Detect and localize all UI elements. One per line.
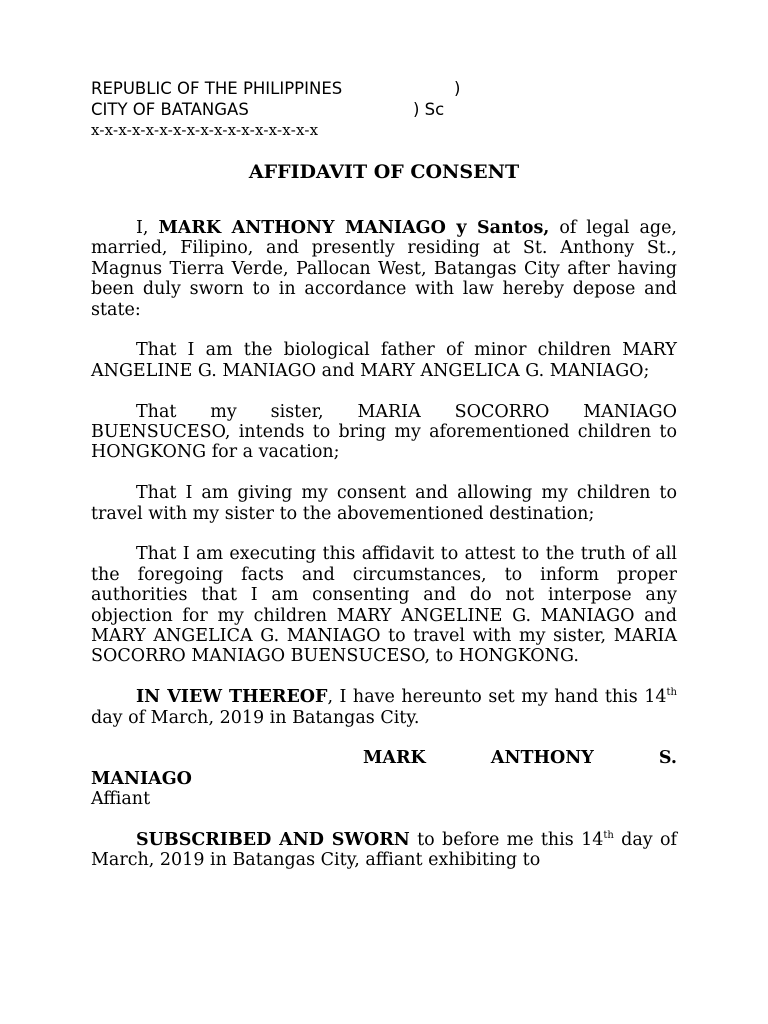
venue-separator: x-x-x-x-x-x-x-x-x-x-x-x-x-x-x-x-x: [91, 121, 319, 139]
signature-role: Affiant: [91, 789, 151, 810]
document-title: AFFIDAVIT OF CONSENT: [248, 161, 520, 183]
affiant-name: MARK ANTHONY MANIAGO y Santos,: [158, 218, 550, 238]
signature-name-line1: MARK ANTHONY S.: [363, 748, 677, 769]
venue-line-republic: [91, 78, 571, 99]
venue-header: [91, 78, 571, 141]
in-view-text-after: day of March, 2019 in Batangas City.: [91, 707, 420, 728]
jurat-ordinal: th: [603, 830, 614, 842]
venue-city-text: CITY OF BATANGAS: [91, 100, 249, 119]
affidavit-body: [91, 218, 677, 891]
jurat-text-after: day of March, 2019 in Batangas City, affiant exhibiting to: [91, 830, 677, 871]
jurat-bold: SUBSCRIBED AND SWORN: [136, 830, 410, 851]
venue-republic-text: REPUBLIC OF THE PHILIPPINES: [91, 79, 343, 98]
jurat-text-before: to before me this 14: [409, 830, 604, 851]
in-view-ordinal: th: [666, 687, 677, 699]
intro-paragraph: [91, 218, 677, 320]
in-view-paragraph: [91, 687, 677, 728]
venue-bracket-1: ): [454, 79, 461, 98]
intro-rest: of legal age, married, Filipino, and presently residing at St. Anthony St., Magnus Tierra Verde, Pallocan West, Batangas City after having been duly sworn to in accordance with law hereby depose and state:: [91, 218, 677, 320]
intro-lead: I,: [136, 218, 159, 238]
in-view-bold: IN VIEW THEREOF: [136, 687, 328, 708]
paragraph-attest: That I am executing this affidavit to attest to the truth of all the foregoing facts and circumstances, to inform proper authorities that I am consenting and do not interpose any objection for my children MARY ANGELINE G. MANIAGO and MARY ANGELICA G. MANIAGO to travel with my sister, MARIA SOCORRO MANIAGO BUENSUCESO, to HONGKONG.: [91, 544, 677, 667]
jurat-paragraph: [91, 830, 677, 871]
signature-name-line2: MANIAGO: [91, 768, 192, 789]
paragraph-father: That I am the biological father of minor children MARY ANGELINE G. MANIAGO and MARY ANGELICA G. MANIAGO;: [91, 340, 677, 381]
paragraph-sister: That my sister, MARIA SOCORRO MANIAGO BUENSUCESO, intends to bring my aforementioned children to HONGKONG for a vacation;: [91, 401, 677, 463]
venue-bracket-2: ) Sc: [413, 100, 445, 119]
venue-line-city: [91, 99, 571, 120]
paragraph-consent: That I am giving my consent and allowing my children to travel with my sister to the abovementioned destination;: [91, 483, 677, 524]
in-view-text-before: , I have hereunto set my hand this 14: [327, 687, 667, 708]
